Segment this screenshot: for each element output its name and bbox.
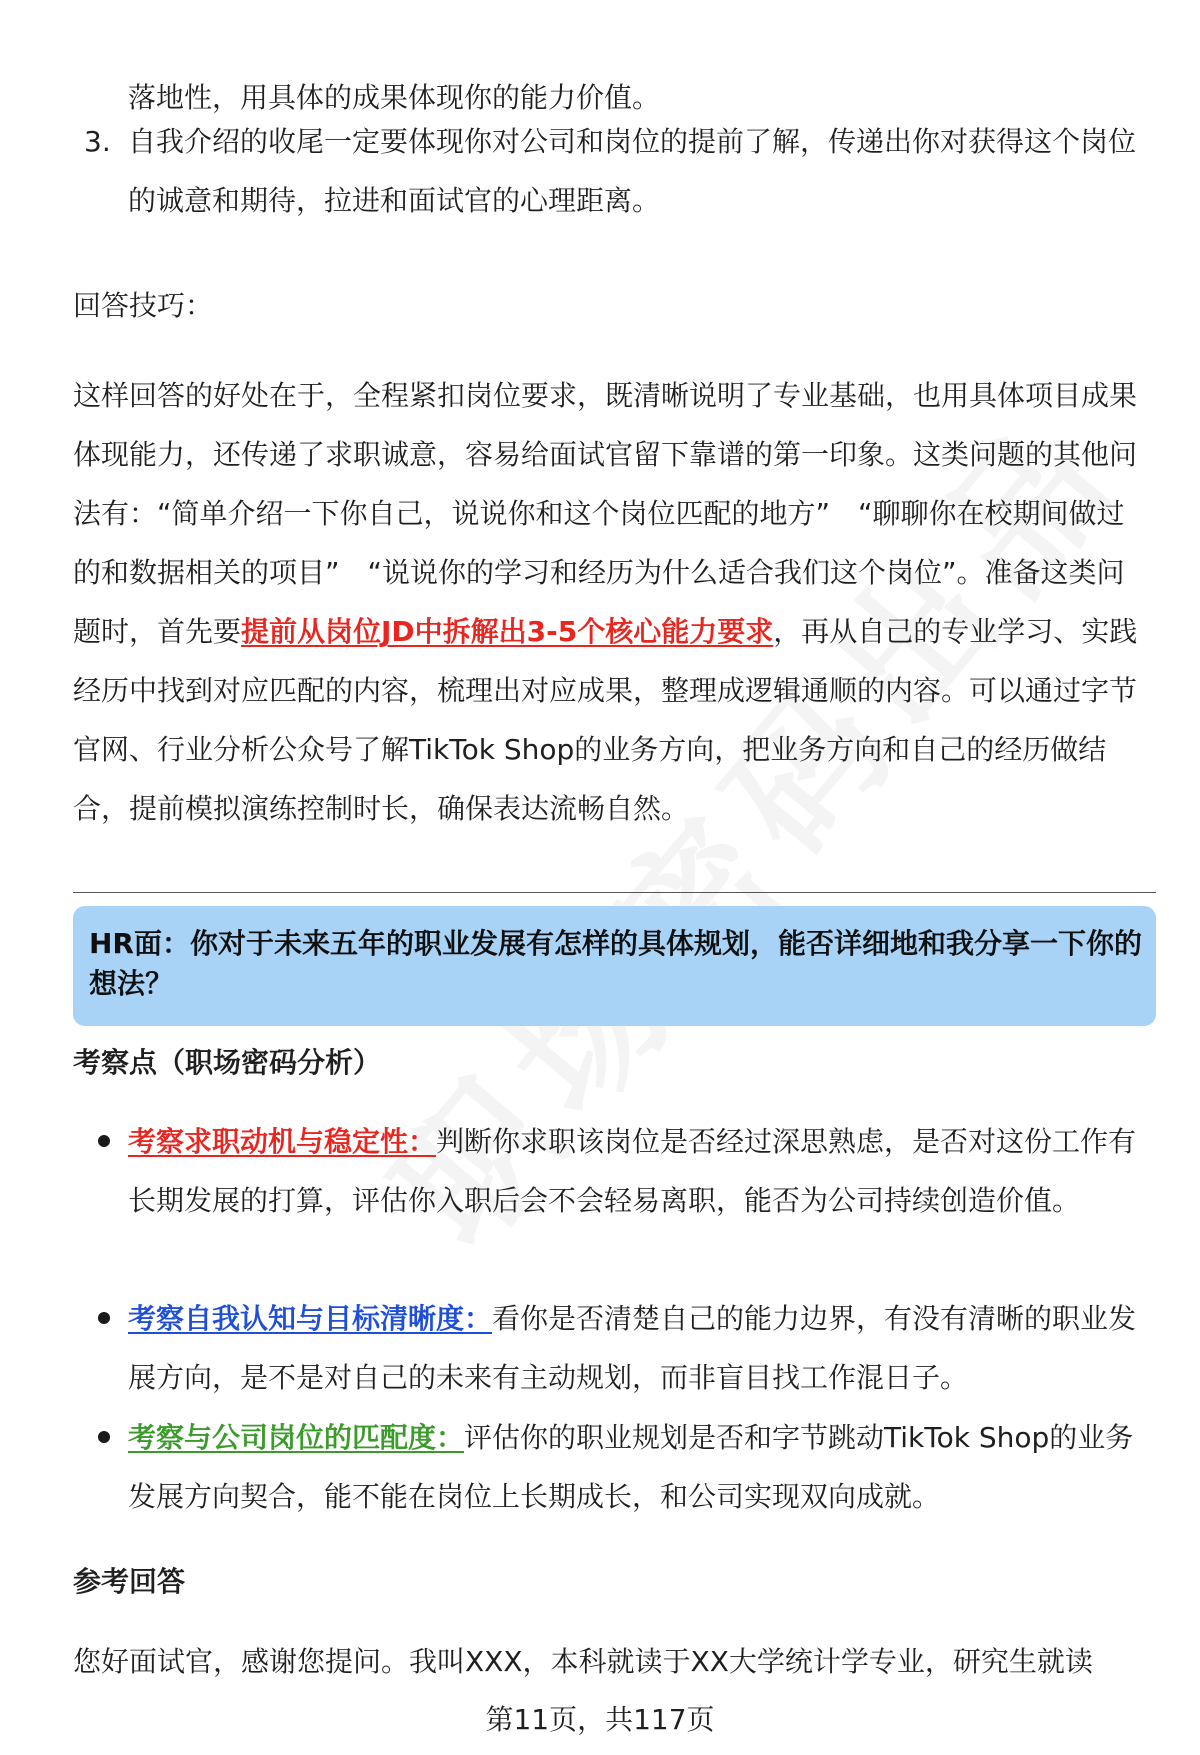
bullet-label: 考察自我认知与目标清晰度： [128, 1302, 493, 1335]
answer-heading: 参考回答 [73, 1565, 186, 1598]
list-number: 3. [84, 125, 111, 158]
analysis-bullet-1 [128, 1112, 1148, 1230]
list-continuation: 落地性，用具体的成果体现你的能力价值。 [128, 81, 661, 114]
bullet-label: 考察与公司岗位的匹配度： [128, 1421, 465, 1454]
list-item-text: 自我介绍的收尾一定要体现你对公司和岗位的提前了解，传递出你对获得这个岗位的诚意和期待，拉进和面试官的心理距离。 [128, 125, 1137, 217]
analysis-bullet-2 [128, 1289, 1148, 1407]
tips-heading: 回答技巧： [73, 289, 214, 322]
tips-text-after: ，再从自己的专业学习、实践经历中找到对应匹配的内容，梳理出对应成果，整理成逻辑通顺的内容。可以通过字节官网、行业分析公众号了解TikTok Shop的业务方向，把业务方向和自己的经历做结合，提前模拟演练控制时长，确保表达流畅自然。 [73, 615, 1138, 825]
list-item-3 [84, 112, 1148, 230]
question-box [73, 906, 1156, 1026]
bullet-dot [98, 1312, 110, 1324]
tips-highlight: 提前从岗位JD中拆解出3-5个核心能力要求 [241, 615, 774, 648]
bullet-dot [98, 1431, 110, 1443]
bullet-text: 看你是否清楚自己的能力边界，有没有清晰的职业发展方向，是不是对自己的未来有主动规划，而非盲目找工作混日子。 [128, 1302, 1137, 1394]
bullet-label: 考察求职动机与稳定性： [128, 1125, 437, 1158]
bullet-text: 评估你的职业规划是否和字节跳动TikTok Shop的业务发展方向契合，能不能在岗位上长期成长，和公司实现双向成就。 [128, 1421, 1134, 1513]
answer-paragraph: 您好面试官，感谢您提问。我叫XXX，本科就读于XX大学统计学专业，研究生就读 [73, 1645, 1093, 1678]
tips-paragraph [73, 366, 1148, 838]
tips-text-before: 这样回答的好处在于，全程紧扣岗位要求，既清晰说明了专业基础，也用具体项目成果体现能力，还传递了求职诚意，容易给面试官留下靠谱的第一印象。这类问题的其他问法有：“简单介绍一下你自己，说说你和这个岗位匹配的地方” “聊聊你在校期间做过的和数据相关的项目” “说说你的学习和经历为什么适合我们这个岗位”。准备这类问题时，首先要 [73, 379, 1138, 648]
section-divider [73, 892, 1156, 893]
bullet-text: 判断你求职该岗位是否经过深思熟虑，是否对这份工作有长期发展的打算，评估你入职后会不会轻易离职，能否为公司持续创造价值。 [128, 1125, 1137, 1217]
bullet-dot [98, 1135, 110, 1147]
analysis-heading: 考察点（职场密码分析） [73, 1046, 382, 1079]
analysis-bullet-3 [128, 1408, 1148, 1526]
question-text: HR面：你对于未来五年的职业发展有怎样的具体规划，能否详细地和我分享一下你的想法？ [89, 927, 1142, 1000]
page-footer: 第11页，共117页 [485, 1703, 715, 1736]
